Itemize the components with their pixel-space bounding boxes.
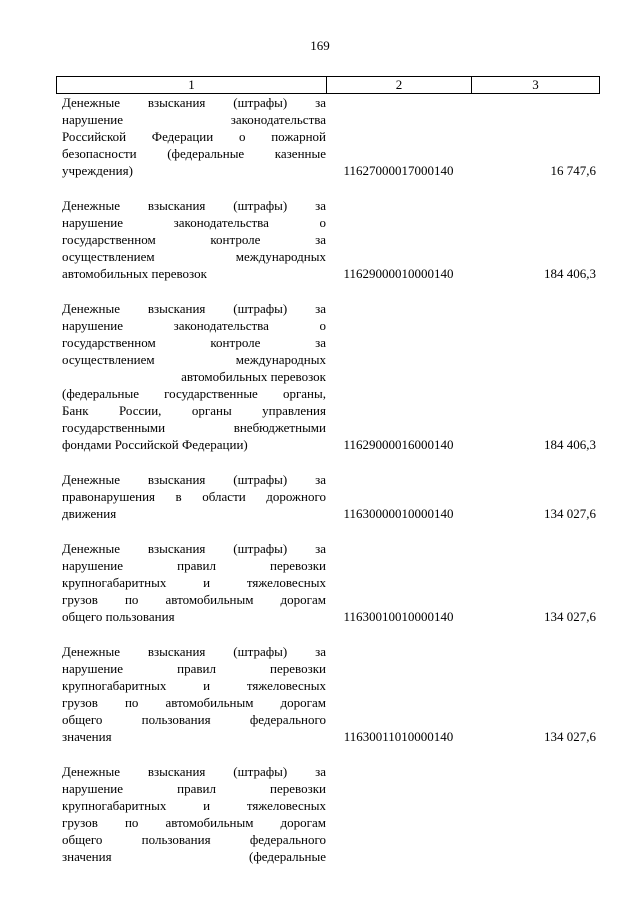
description-line: безопасности (федеральные казенные (62, 146, 326, 161)
description-line: автомобильных перевозок (62, 266, 207, 281)
description-line: Денежные взыскания (штрафы) за (62, 198, 326, 213)
header-col-2: 2 (327, 77, 472, 93)
description-line: крупногабаритных и тяжеловесных (62, 798, 326, 813)
row-amount: 16 747,6 (550, 163, 596, 178)
table-row (56, 471, 600, 522)
description-line: государственном контроле за (62, 232, 326, 247)
page-number: 169 (310, 38, 330, 53)
description-line: значения (62, 729, 112, 744)
description-line: крупногабаритных и тяжеловесных (62, 575, 326, 590)
row-description (56, 471, 326, 522)
description-line: Денежные взыскания (штрафы) за (62, 95, 326, 110)
row-code: 11630000010000140 (343, 506, 454, 521)
description-line: Денежные взыскания (штрафы) за (62, 301, 326, 316)
description-line: нарушение правил перевозки (62, 781, 326, 796)
description-line: общего пользования федерального (62, 832, 326, 847)
row-description (56, 763, 326, 865)
description-line: крупногабаритных и тяжеловесных (62, 678, 326, 693)
row-amount: 184 406,3 (544, 437, 596, 452)
row-code: 11630011010000140 (343, 729, 454, 744)
description-line: Денежные взыскания (штрафы) за (62, 541, 326, 556)
table-row (56, 197, 600, 282)
table-row (56, 94, 600, 179)
description-line: Банк России, органы управления (62, 403, 326, 418)
description-line: общего пользования (62, 609, 175, 624)
description-line: государственном контроле за (62, 335, 326, 350)
description-line: учреждения) (62, 163, 133, 178)
table-row (56, 300, 600, 453)
row-amount: 134 027,6 (544, 506, 596, 521)
description-line: государственными внебюджетными (62, 420, 326, 435)
description-line: Денежные взыскания (штрафы) за (62, 644, 326, 659)
description-line: нарушение законодательства (62, 112, 326, 127)
description-line: нарушение правил перевозки (62, 558, 326, 573)
row-description (56, 94, 326, 179)
table-row (56, 643, 600, 745)
description-line: автомобильных перевозок (181, 369, 326, 384)
description-line: грузов по автомобильным дорогам (62, 815, 326, 830)
description-line: нарушение законодательства о (62, 318, 326, 333)
table-row (56, 763, 600, 865)
description-line: грузов по автомобильным дорогам (62, 592, 326, 607)
description-line: правонарушения в области дорожного (62, 489, 326, 504)
description-line: значения (федеральные (62, 849, 326, 864)
row-description (56, 197, 326, 282)
row-description (56, 643, 326, 745)
table-header (56, 76, 600, 94)
description-line: осуществлением международных (62, 249, 326, 264)
description-line: осуществлением международных (62, 352, 326, 367)
row-amount: 134 027,6 (544, 729, 596, 744)
description-line: (федеральные государственные органы, (62, 386, 326, 401)
table-row (56, 540, 600, 625)
header-col-3: 3 (532, 77, 539, 92)
row-amount: 134 027,6 (544, 609, 596, 624)
row-amount: 184 406,3 (544, 266, 596, 281)
description-line: грузов по автомобильным дорогам (62, 695, 326, 710)
description-line: Российской Федерации о пожарной (62, 129, 326, 144)
description-line: фондами Российской Федерации) (62, 437, 248, 452)
description-line: нарушение законодательства о (62, 215, 326, 230)
row-description (56, 300, 326, 453)
description-line: Денежные взыскания (штрафы) за (62, 472, 326, 487)
row-code: 11630010010000140 (343, 609, 454, 624)
description-line: общего пользования федерального (62, 712, 326, 727)
row-code: 11629000010000140 (343, 266, 454, 281)
description-line: движения (62, 506, 117, 521)
description-line: нарушение правил перевозки (62, 661, 326, 676)
description-line: Денежные взыскания (штрафы) за (62, 764, 326, 779)
header-col-1: 1 (57, 77, 327, 93)
row-code: 11629000016000140 (343, 437, 454, 452)
row-code: 11627000017000140 (343, 163, 454, 178)
table-body (56, 94, 600, 883)
row-description (56, 540, 326, 625)
